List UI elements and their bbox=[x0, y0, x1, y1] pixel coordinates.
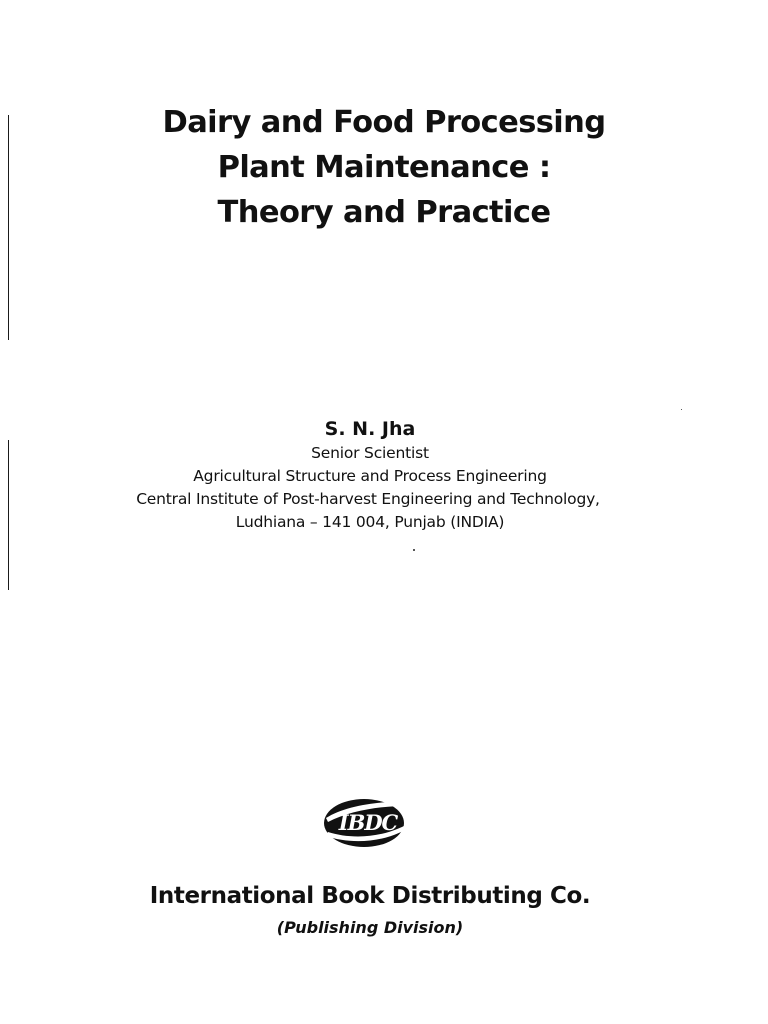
author-department: Agricultural Structure and Process Engineering bbox=[193, 467, 547, 485]
scan-speck bbox=[681, 409, 682, 410]
book-title-line-3: Theory and Practice bbox=[217, 195, 551, 230]
ibdc-logo-icon bbox=[318, 790, 422, 852]
scan-speck bbox=[413, 549, 415, 551]
book-title-line-1: Dairy and Food Processing bbox=[162, 105, 606, 140]
ibdc-logo-text: IBDC bbox=[338, 810, 398, 835]
publisher-division: (Publishing Division) bbox=[276, 918, 464, 937]
author-address: Ludhiana – 141 004, Punjab (INDIA) bbox=[235, 513, 505, 531]
author-name: S. N. Jha bbox=[324, 418, 416, 440]
publisher-name: International Book Distributing Co. bbox=[149, 883, 591, 909]
author-position: Senior Scientist bbox=[311, 444, 429, 462]
book-title-line-2: Plant Maintenance : bbox=[217, 150, 551, 185]
author-institute: Central Institute of Post-harvest Engineering and Technology, bbox=[136, 490, 600, 508]
